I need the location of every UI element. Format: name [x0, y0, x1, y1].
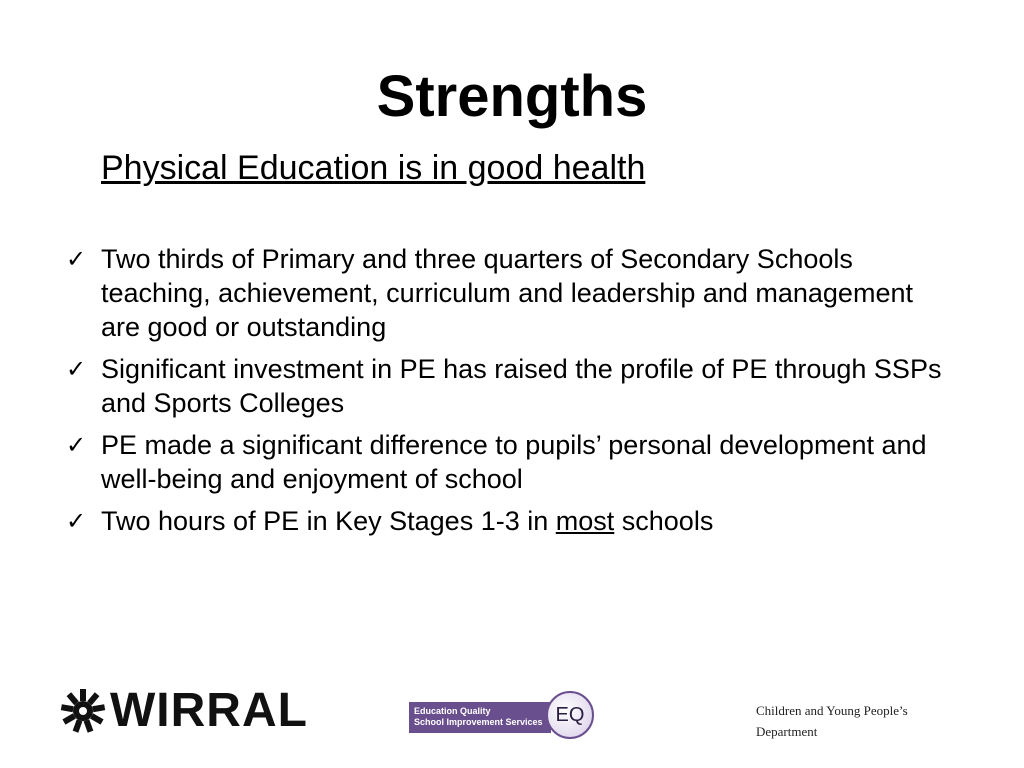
- checkmark-icon: ✓: [66, 507, 87, 535]
- eq-badge: EQ: [546, 691, 594, 739]
- department-label: Children and Young People’s Department: [756, 703, 908, 739]
- bullet-text: Two thirds of Primary and three quarters of Secondary Schools teaching, achievement, curriculum and leadership and management are good or outstanding: [101, 244, 913, 342]
- slide-subtitle: Physical Education is in good health: [101, 149, 646, 187]
- wirral-emblem-icon: [60, 688, 106, 734]
- wirral-logo-text: WIRRAL: [110, 684, 308, 737]
- bullet-text: Significant investment in PE has raised the profile of PE through SSPs and Sports Colleges: [101, 354, 942, 418]
- eq-line-2: School Improvement Services: [414, 717, 543, 727]
- bullet-item: [64, 504, 944, 538]
- bullet-text-after: schools: [614, 506, 714, 536]
- eq-logo: [409, 690, 593, 742]
- bullet-list: [64, 242, 944, 546]
- bullet-item: [64, 242, 944, 344]
- bullet-item: [64, 352, 944, 420]
- bullet-emphasis: most: [555, 506, 615, 536]
- eq-line-1: Education Quality: [414, 706, 491, 716]
- slide-title: Strengths: [376, 64, 648, 129]
- checkmark-icon: ✓: [66, 431, 87, 459]
- eq-band: [409, 702, 551, 733]
- checkmark-icon: ✓: [66, 355, 87, 383]
- bullet-text: PE made a significant difference to pupils’ personal development and well-being and enjoyment of school: [101, 430, 927, 494]
- bullet-text-before: Two hours of PE in Key Stages 1-3 in: [101, 506, 556, 536]
- checkmark-icon: ✓: [66, 245, 87, 273]
- bullet-item: [64, 428, 944, 496]
- wirral-logo: [60, 684, 308, 737]
